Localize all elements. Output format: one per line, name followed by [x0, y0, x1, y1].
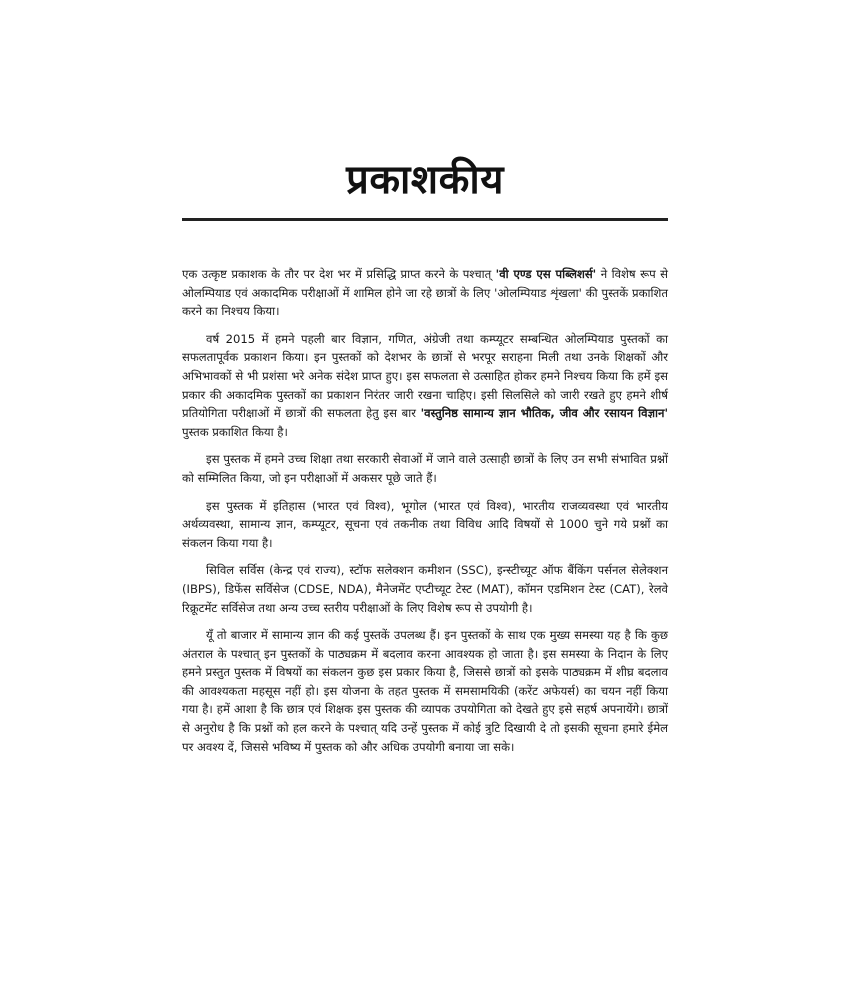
paragraph-3	[182, 450, 668, 487]
book-title: 'वस्तुनिष्ठ सामान्य ज्ञान भौतिक, जीव और रसायन विज्ञान'	[420, 406, 668, 421]
paragraph-1-text-2: ने विशेष रूप से ओलम्पियाड एवं अकादमिक परीक्षाओं में शामिल होने जा रहे छात्रों के लिए 'ओलम्पियाड शृंखला' की पुस्तकें प्रकाशित करने का निश्चय किया।	[182, 267, 668, 319]
paragraph-4-text: इस पुस्तक में इतिहास (भारत एवं विश्व), भूगोल (भारत एवं विश्व), भारतीय राजव्यवस्था एवं भारतीय अर्थव्यवस्था, सामान्य ज्ञान, कम्प्यूटर, सूचना एवं तकनीक तथा विविध आदि विषयों से 1000 चुने गये प्रश्नों का संकलन किया गया है।	[182, 498, 668, 550]
publisher-name: 'वी एण्ड एस पब्लिशर्स'	[495, 267, 597, 281]
paragraph-1	[182, 265, 668, 321]
title-underline	[182, 218, 668, 221]
paragraph-2	[182, 330, 668, 442]
body-text	[182, 265, 668, 756]
paragraph-1-text-1: एक उत्कृष्ट प्रकाशक के तौर पर देश भर में प्रसिद्धि प्राप्त करने के पश्चात्	[182, 267, 496, 281]
paragraph-4	[182, 497, 668, 553]
paragraph-6	[182, 626, 668, 756]
page-title: प्रकाशकीय	[346, 157, 504, 203]
paragraph-3-text: इस पुस्तक में हमने उच्च शिक्षा तथा सरकारी सेवाओं में जाने वाले उत्साही छात्रों के लिए उन सभी संभावित प्रश्नों को सम्मिलित किया, जो इन परीक्षाओं में अकसर पूछे जाते हैं।	[182, 452, 668, 485]
paragraph-5	[182, 561, 668, 617]
paragraph-6-text: यूँ तो बाजार में सामान्य ज्ञान की कई पुस्तकें उपलब्ध हैं। इन पुस्तकों के साथ एक मुख्य समस्या यह है कि कुछ अंतराल के पश्चात् इन पुस्तकों के पाठ्यक्रम में बदलाव करना आवश्यक हो जाता है। इस समस्या के निदान के लिए हमने प्रस्तुत पुस्तक में विषयों का संकलन कुछ इस प्रकार किया है, जिससे छात्रों को इसके पाठ्यक्रम में शीघ्र बदलाव की आवश्यकता महसूस नहीं हो। इस योजना के तहत पुस्तक में समसामयिकी (करेंट अफेयर्स) का चयन नहीं किया गया है। हमें आशा है कि छात्र एवं शिक्षक इस पुस्तक की व्यापक उपयोगिता को देखते हुए इसे सहर्ष अपनायेंगे। छात्रों से अनुरोध है कि प्रश्नों को हल करने के पश्चात् यदि उन्हें पुस्तक में कोई त्रुटि दिखायी दे तो इसकी सूचना हमारे ईमेल पर अवश्य दें, जिससे भविष्य में पुस्तक को और अधिक उपयोगी बनाया जा सके।	[182, 628, 668, 754]
paragraph-5-text: सिविल सर्विस (केन्द्र एवं राज्य), स्टॉफ सलेक्शन कमीशन (SSC), इन्स्टीच्यूट ऑफ बैंकिंग पर्सनल सेलेक्शन (IBPS), डिफेंस सर्विसेज (CDSE, NDA), मैनेजमेंट एप्टीच्यूट टेस्ट (MAT), कॉमन एडमिशन टेस्ट (CAT), रेलवे रिक्रूटमेंट सर्विसेज तथा अन्य उच्च स्तरीय परीक्षाओं के लिए विशेष रूप से उपयोगी है।	[182, 563, 668, 615]
document-page	[182, 150, 668, 765]
paragraph-2-text-1: वर्ष 2015 में हमने पहली बार विज्ञान, गणित, अंग्रेजी तथा कम्प्यूटर सम्बन्धित ओलम्पियाड पुस्तकों का सफलतापूर्वक प्रकाशन किया। इन पुस्तकों को देशभर के छात्रों से भरपूर सराहना मिली तथा उनके शिक्षकों और अभिभावकों से भी प्रशंसा भरे अनेक संदेश प्राप्त हुए। इस सफलता से उत्साहित होकर हमने निश्चय किया कि हमें इस प्रकार की अकादमिक पुस्तकों का प्रकाशन निरंतर जारी रखना चाहिए। इसी सिलसिले को जारी रखते हुए हमने शीर्ष प्रतियोगिता परीक्षाओं में छात्रों की सफलता हेतु इस बार	[182, 331, 668, 421]
paragraph-2-text-2: पुस्तक प्रकाशित किया है।	[182, 424, 288, 439]
